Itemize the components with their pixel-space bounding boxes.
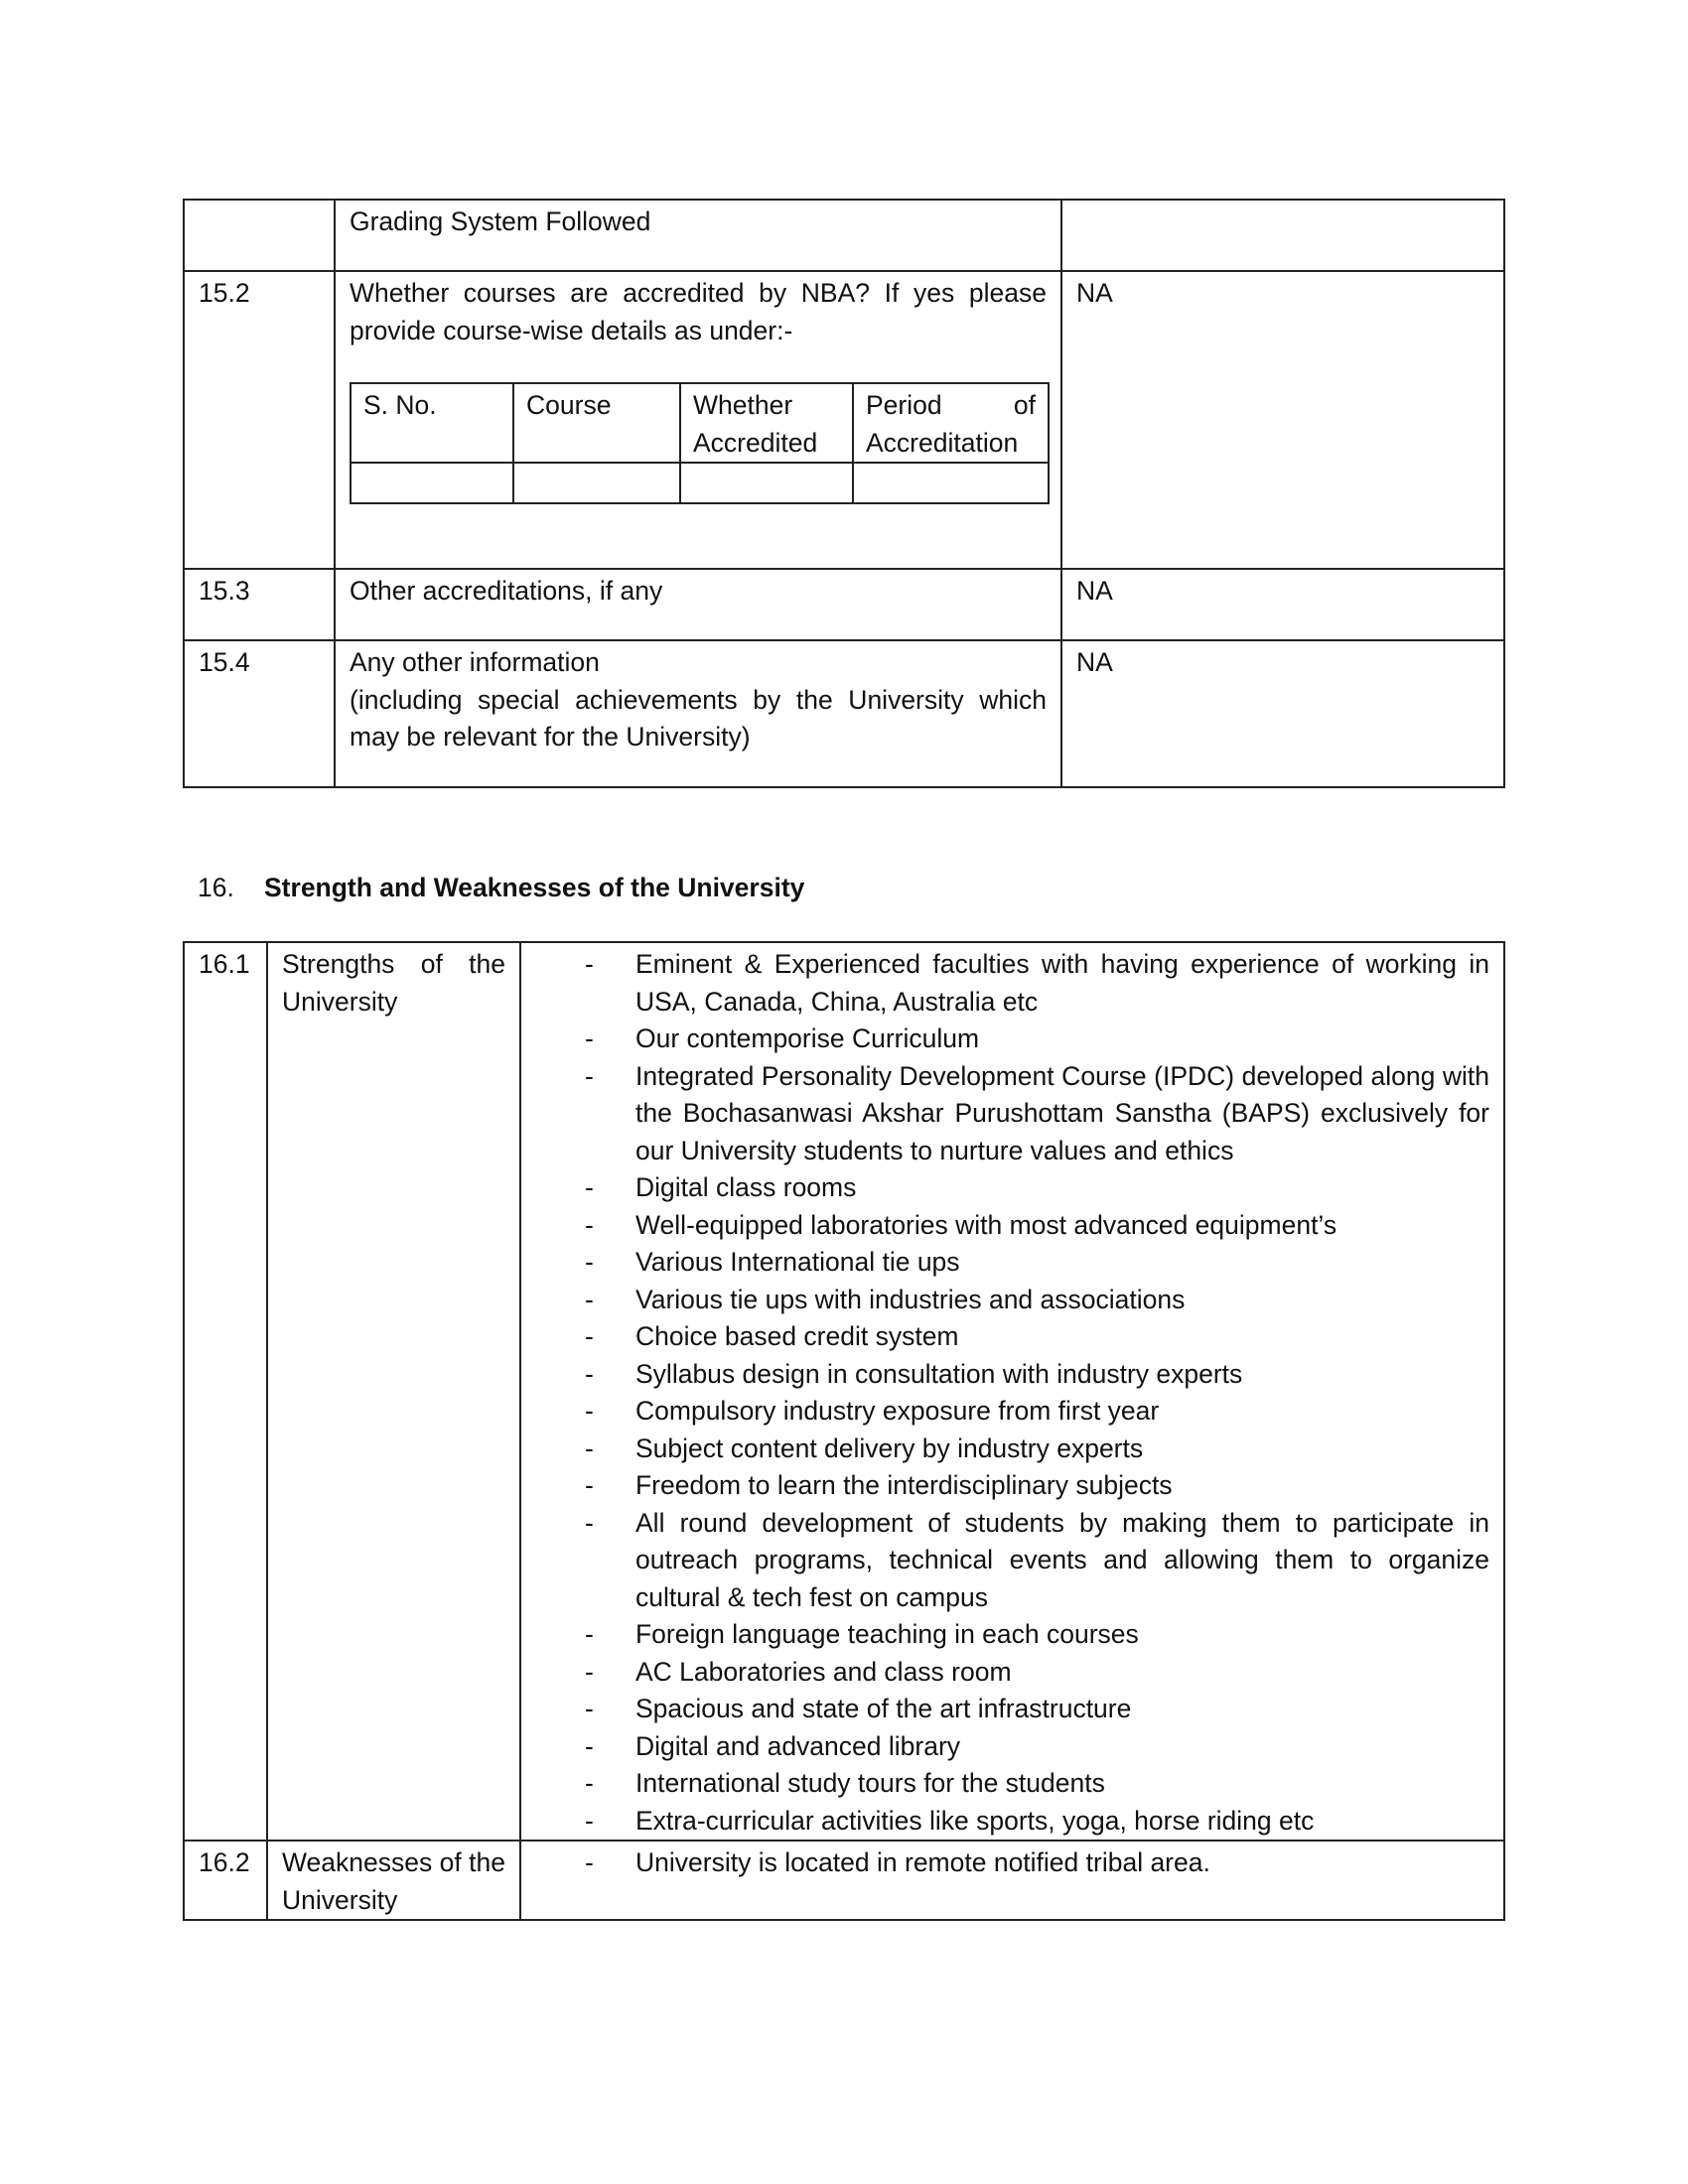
- dash-bullet: -: [585, 1847, 594, 1877]
- strengths-weaknesses-table: [183, 941, 1505, 1921]
- list-item-text: Extra-curricular activities like sports, yoga, horse riding etc: [635, 1805, 1315, 1836]
- list-item: [521, 1467, 1489, 1505]
- list-item-text: Syllabus design in consultation with industry experts: [635, 1358, 1243, 1389]
- row-question-note: (including special achievements by the University which may be relevant for the University): [350, 684, 1047, 751]
- dash-bullet: -: [585, 1619, 594, 1649]
- row-question: Other accreditations, if any: [335, 569, 1061, 640]
- strengths-list-cell: [520, 942, 1504, 1841]
- row-question: Any other information: [350, 647, 600, 677]
- dash-bullet: -: [585, 1433, 594, 1463]
- table-row: [184, 200, 1504, 271]
- dash-bullet: -: [585, 1209, 594, 1240]
- row-label: Weaknesses of the University: [267, 1841, 520, 1920]
- row-number: 15.2: [184, 271, 335, 569]
- dash-bullet: -: [585, 1284, 594, 1314]
- row-question-cell: [335, 640, 1061, 787]
- list-item: [521, 1616, 1489, 1654]
- list-item: [521, 1728, 1489, 1766]
- list-item-text: Freedom to learn the interdisciplinary subjects: [635, 1470, 1173, 1500]
- list-item: [521, 1691, 1489, 1728]
- table-row: [184, 271, 1504, 569]
- dash-bullet: -: [585, 1358, 594, 1389]
- nba-header-accredited: Whether Accredited: [680, 383, 853, 463]
- row-answer: NA: [1061, 569, 1504, 640]
- list-item: [521, 1803, 1489, 1841]
- list-item-text: Digital and advanced library: [635, 1730, 961, 1761]
- list-item: [521, 1244, 1489, 1282]
- nba-header-row: [351, 383, 1049, 463]
- dash-bullet: -: [585, 1656, 594, 1687]
- nba-cell: [680, 463, 853, 503]
- row-number: 16.2: [184, 1841, 267, 1920]
- table-row: [184, 640, 1504, 787]
- list-item-text: Various International tie ups: [635, 1247, 960, 1277]
- list-item-text: Well-equipped laboratories with most advanced equipment’s: [635, 1209, 1337, 1240]
- row-question: Grading System Followed: [335, 200, 1061, 271]
- row-answer: NA: [1061, 271, 1504, 569]
- list-item-text: All round development of students by making them to participate in outreach programs, technical events and allowing them to organize cultural & tech fest on campus: [635, 1507, 1489, 1612]
- dash-bullet: -: [585, 1321, 594, 1351]
- dash-bullet: -: [585, 1507, 594, 1538]
- nba-header-period: Period of Accreditation: [853, 383, 1049, 463]
- list-item-text: Our contemporise Curriculum: [635, 1024, 980, 1053]
- dash-bullet: -: [585, 1768, 594, 1798]
- list-item: [521, 1169, 1489, 1207]
- nba-cell: [513, 463, 680, 503]
- section-heading: [198, 870, 804, 907]
- row-number: 16.1: [184, 942, 267, 1841]
- row-question: Whether courses are accredited by NBA? If yes please provide course-wise details as under:-: [350, 278, 1047, 345]
- dash-bullet: -: [585, 1247, 594, 1277]
- weaknesses-list-cell: [520, 1841, 1504, 1920]
- nba-header-course: Course: [513, 383, 680, 463]
- dash-bullet: -: [585, 1172, 594, 1202]
- list-item: [521, 1282, 1489, 1319]
- list-item-text: Digital class rooms: [635, 1172, 857, 1202]
- table-row: [184, 942, 1504, 1841]
- list-item-text: AC Laboratories and class room: [635, 1656, 1012, 1687]
- dash-bullet: -: [585, 1060, 594, 1091]
- dash-bullet: -: [585, 1470, 594, 1500]
- list-item: [521, 1765, 1489, 1803]
- list-item: [521, 1654, 1489, 1692]
- accreditation-table: [183, 199, 1505, 788]
- list-item: [521, 1431, 1489, 1468]
- list-item-text: Choice based credit system: [635, 1321, 959, 1351]
- section-title: Strength and Weaknesses of the University: [264, 873, 805, 902]
- dash-bullet: -: [585, 1694, 594, 1723]
- row-answer: [1061, 200, 1504, 271]
- list-item: [521, 1318, 1489, 1356]
- dash-bullet: -: [585, 949, 594, 979]
- list-item-text: Foreign language teaching in each courses: [635, 1619, 1139, 1649]
- section-number: 16.: [198, 873, 234, 902]
- nba-cell: [351, 463, 513, 503]
- dash-bullet: -: [585, 1396, 594, 1426]
- list-item: [521, 1844, 1489, 1882]
- row-number: 15.3: [184, 569, 335, 640]
- row-label: Strengths of the University: [267, 942, 520, 1841]
- list-item: [521, 1356, 1489, 1394]
- dash-bullet: -: [585, 1805, 594, 1836]
- list-item-text: Eminent & Experienced faculties with having experience of working in USA, Canada, China, Australia etc: [635, 949, 1489, 1017]
- row-number: 15.4: [184, 640, 335, 787]
- list-item: [521, 946, 1489, 1021]
- row-answer: NA: [1061, 640, 1504, 787]
- row-number: [184, 200, 335, 271]
- list-item: [521, 1021, 1489, 1058]
- list-item-text: University is located in remote notified tribal area.: [635, 1847, 1210, 1877]
- dash-bullet: -: [585, 1024, 594, 1053]
- nba-accreditation-table: [350, 382, 1050, 504]
- nba-empty-row: [351, 463, 1049, 503]
- list-item-text: Spacious and state of the art infrastructure: [635, 1694, 1132, 1723]
- list-item-text: Subject content delivery by industry experts: [635, 1433, 1144, 1463]
- dash-bullet: -: [585, 1730, 594, 1761]
- list-item: [521, 1393, 1489, 1431]
- list-item: [521, 1058, 1489, 1170]
- list-item-text: Various tie ups with industries and associations: [635, 1284, 1186, 1314]
- row-question-cell: [335, 271, 1061, 569]
- nba-header-sno: S. No.: [351, 383, 513, 463]
- strengths-list: [521, 946, 1489, 1840]
- table-row: [184, 569, 1504, 640]
- list-item: [521, 1207, 1489, 1245]
- weaknesses-list: [521, 1844, 1489, 1882]
- list-item-text: Integrated Personality Development Course (IPDC) developed along with the Bochasanwasi Akshar Purushottam Sanstha (BAPS) exclusively for our University students to nurture values and ethics: [635, 1060, 1489, 1165]
- nba-cell: [853, 463, 1049, 503]
- list-item-text: Compulsory industry exposure from first year: [635, 1396, 1160, 1426]
- table-row: [184, 1841, 1504, 1920]
- list-item-text: International study tours for the students: [635, 1768, 1105, 1798]
- list-item: [521, 1505, 1489, 1617]
